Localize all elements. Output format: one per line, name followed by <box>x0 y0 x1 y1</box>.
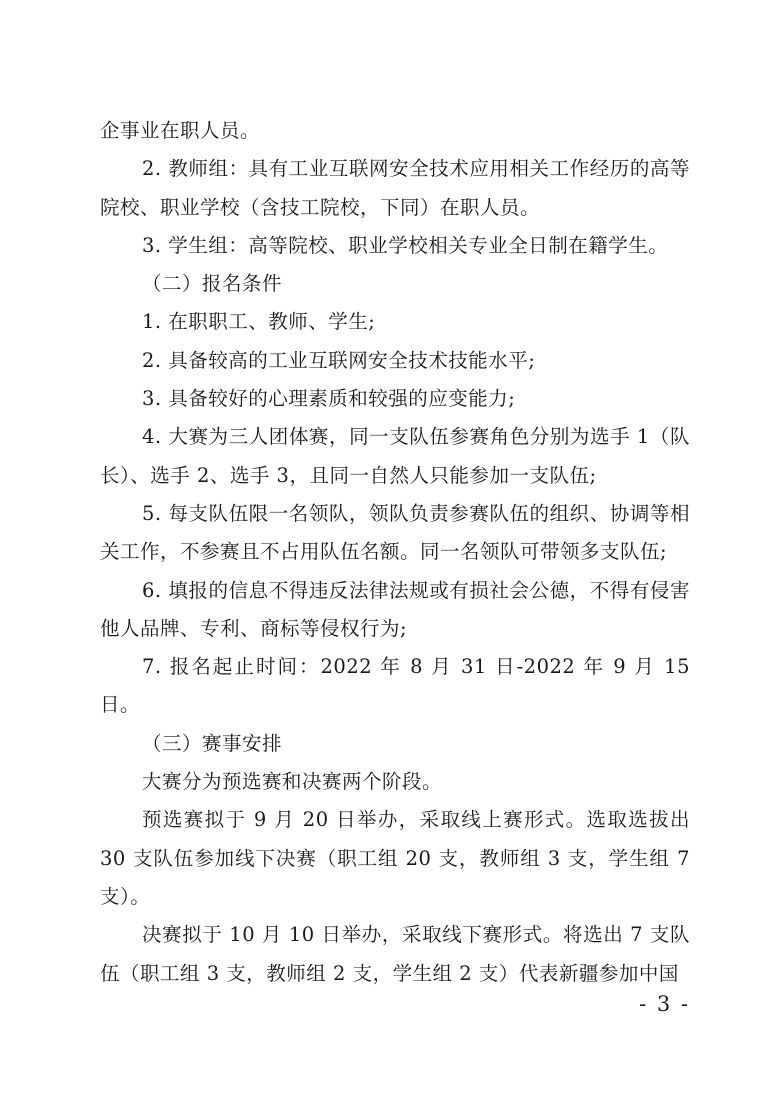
para-condition-5: 5. 每支队伍限一名领队，领队负责参赛队伍的组织、协调等相关工作，不参赛且不占用队伍名额。同一名领队可带领多支队伍; <box>100 501 690 564</box>
heading-competition-schedule: （三）赛事安排 <box>142 731 283 755</box>
page-number: - 3 - <box>639 992 690 1016</box>
para-two-stages: 大赛分为预选赛和决赛两个阶段。 <box>142 770 443 794</box>
para-student-group: 3. 学生组：高等院校、职业学校相关专业全日制在籍学生。 <box>142 233 669 257</box>
para-teacher-group: 2. 教师组：具有工业互联网安全技术应用相关工作经历的高等院校、职业学校（含技工院校，下同）在职人员。 <box>100 157 690 219</box>
para-condition-2: 2. 具备较高的工业互联网安全技术技能水平; <box>142 348 536 372</box>
para-condition-7: 7. 报名起止时间：2022 年 8 月 31 日-2022 年 9 月 15 日。 <box>100 655 690 717</box>
para-condition-6: 6. 填报的信息不得违反法律法规或有损社会公德，不得有侵害他人品牌、专利、商标等侵权行为; <box>100 578 690 640</box>
para-preliminary: 预选赛拟于 9 月 20 日举办，采取线上赛形式。选取选拔出 30 支队伍参加线下决赛（职工组 20 支，教师组 3 支，学生组 7 支）。 <box>100 808 690 908</box>
heading-registration-conditions: （二）报名条件 <box>142 272 283 296</box>
para-condition-3: 3. 具备较好的心理素质和较强的应变能力; <box>142 387 516 411</box>
para-condition-4: 4. 大赛为三人团体赛，同一支队伍参赛角色分别为选手 1（队长）、选手 2、选手 3，且同一自然人只能参加一支队伍; <box>100 425 690 487</box>
document-body <box>100 112 690 993</box>
para-final: 决赛拟于 10 月 10 日举办，采取线下赛形式。将选出 7 支队伍（职工组 3 支，教师组 2 支，学生组 2 支）代表新疆参加中国 <box>100 923 690 985</box>
para-condition-1: 1. 在职职工、教师、学生; <box>142 310 376 334</box>
para-continuation: 企事业在职人员。 <box>100 119 261 142</box>
